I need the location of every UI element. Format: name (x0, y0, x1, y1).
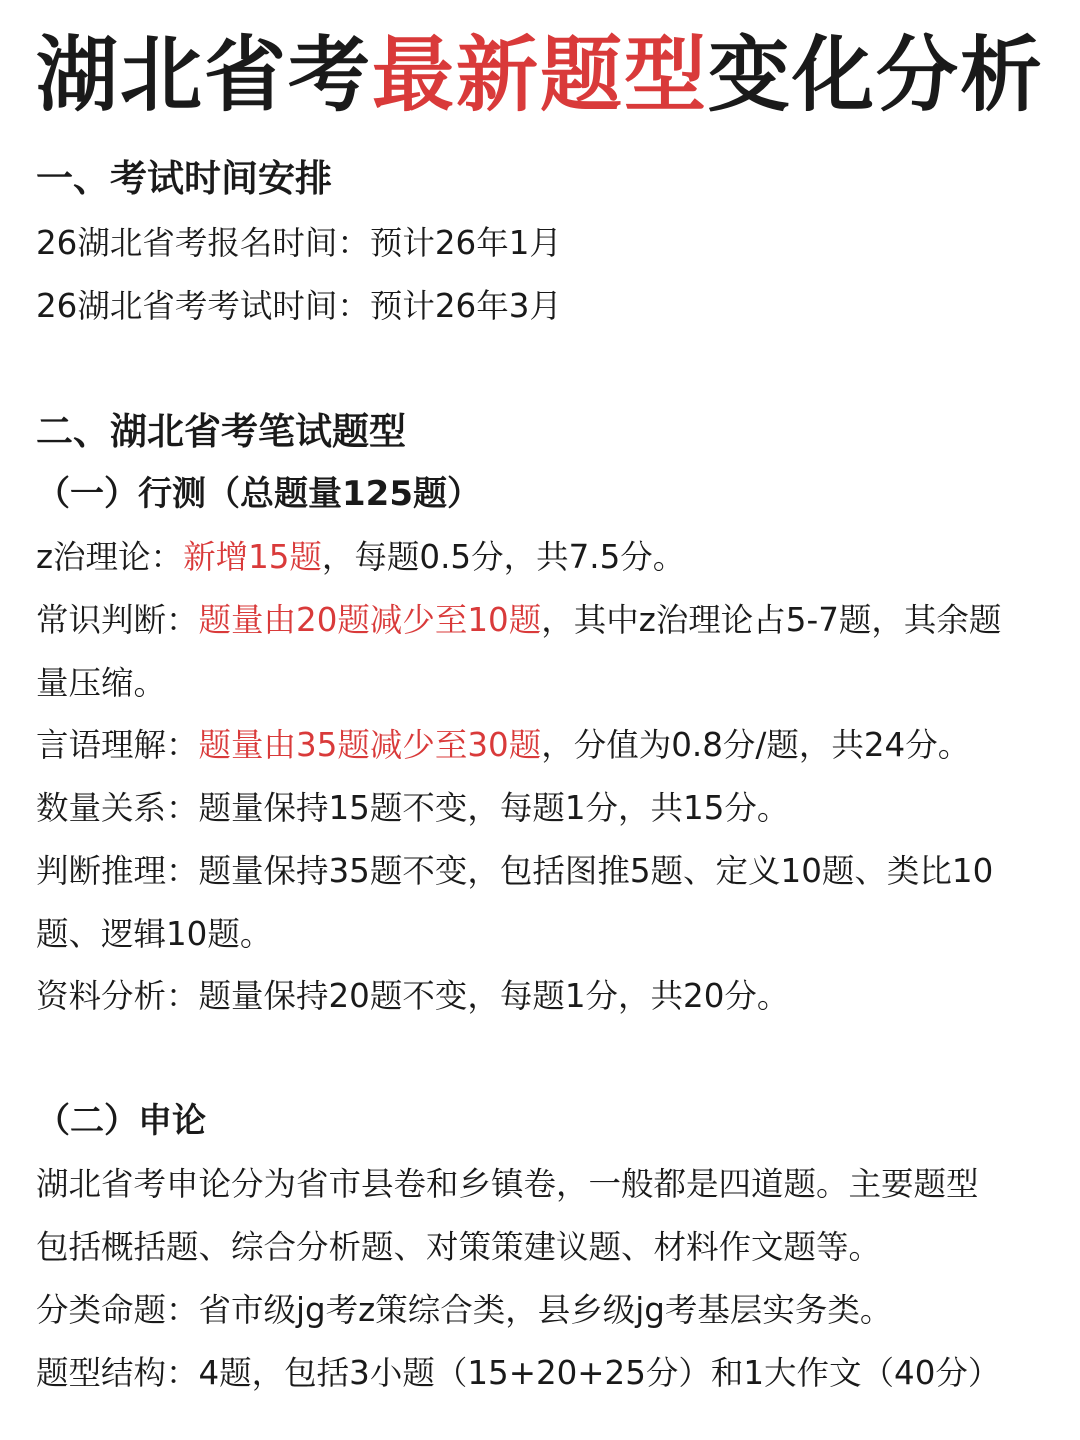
item-common-sense-continued: 量压缩。 (36, 664, 167, 702)
title-part-1: 湖北省考 (35, 28, 372, 123)
item-highlight: 题量由20题减少至10题 (198, 601, 542, 639)
shenlun-line-2: 包括概括题、综合分析题、对策策建议题、材料作文题等。 (36, 1228, 882, 1266)
item-data-analysis: 资料分析：题量保持20题不变，每题1分，共20分。 (36, 977, 790, 1015)
section-heading-exam-schedule: 一、考试时间安排 (36, 157, 332, 200)
exam-time-line: 26湖北省考考试时间：预计26年3月 (36, 287, 562, 325)
item-verbal-comprehension (36, 721, 970, 769)
page-title (0, 26, 1080, 126)
shenlun-line-3: 分类命题：省市级jg考z策综合类，县乡级jg考基层实务类。 (36, 1291, 893, 1329)
item-highlight: 新增15题 (183, 538, 322, 576)
subsection-heading-shenlun: （二）申论 (36, 1101, 206, 1141)
item-rest: ，分值为0.8分/题，共24分。 (541, 726, 971, 764)
title-part-2-highlight: 最新题型 (371, 28, 708, 123)
section-heading-written-test: 二、湖北省考笔试题型 (36, 410, 406, 453)
item-politics-theory (36, 533, 685, 581)
shenlun-line-1: 湖北省考申论分为省市县卷和乡镇卷，一般都是四道题。主要题型 (36, 1165, 979, 1203)
registration-time-line: 26湖北省考报名时间：预计26年1月 (36, 224, 562, 262)
item-highlight: 题量由35题减少至30题 (198, 726, 542, 764)
item-quantitative: 数量关系：题量保持15题不变，每题1分，共15分。 (36, 789, 790, 827)
shenlun-line-4: 题型结构：4题，包括3小题（15+20+25分）和1大作文（40分） (36, 1354, 1001, 1392)
item-label: 常识判断： (36, 601, 199, 639)
item-reasoning-continued: 题、逻辑10题。 (36, 915, 273, 953)
subsection-heading-xingce: （一）行测（总题量125题） (36, 474, 481, 514)
item-label: z治理论： (36, 538, 184, 576)
item-rest: ，每题0.5分，共7.5分。 (321, 538, 686, 576)
item-rest: ，其中z治理论占5-7题，其余题 (541, 601, 1002, 639)
item-common-sense (36, 596, 1001, 644)
title-part-3: 变化分析 (708, 28, 1045, 123)
item-reasoning: 判断推理：题量保持35题不变，包括图推5题、定义10题、类比10 (36, 852, 994, 890)
item-label: 言语理解： (36, 726, 199, 764)
